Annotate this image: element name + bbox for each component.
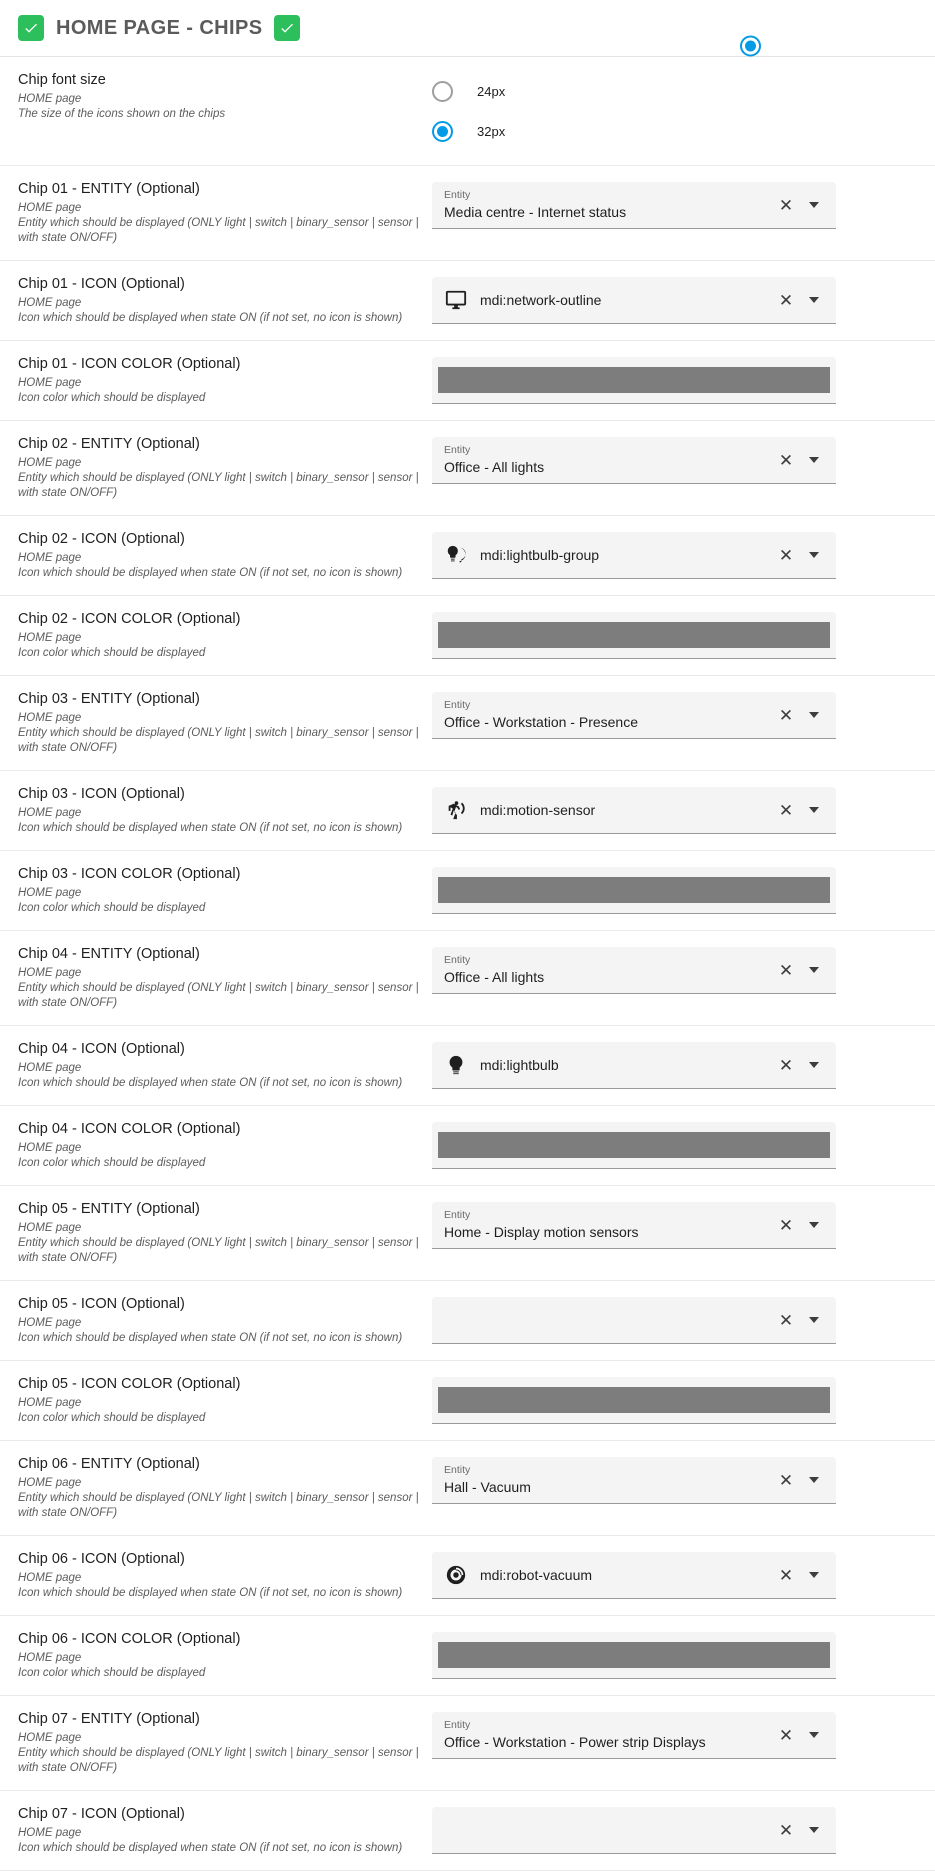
label-column — [18, 530, 432, 581]
chevron-down-icon[interactable] — [800, 541, 828, 569]
clear-icon[interactable]: ✕ — [778, 290, 794, 310]
setting-description: Icon which should be displayed when state ON (if not set, no icon is shown) — [18, 1077, 403, 1089]
setting-description: Icon color which should be displayed — [18, 392, 206, 404]
clear-icon[interactable]: ✕ — [778, 1055, 794, 1075]
label-column — [18, 865, 432, 916]
field-actions — [772, 956, 828, 984]
entity-field-label: Entity — [444, 1209, 471, 1221]
setting-description: Entity which should be displayed (ONLY light | switch | binary_sensor | sensor | with state ON/OFF) — [18, 1237, 419, 1264]
setting-scope: HOME page — [18, 1572, 82, 1584]
entity-combobox[interactable] — [432, 947, 836, 994]
field-value: mdi:motion-sensor — [480, 802, 596, 818]
setting-description: Icon color which should be displayed — [18, 1412, 206, 1424]
color-picker-field[interactable] — [432, 867, 836, 914]
row-chip-04-icon-color-optional — [0, 1106, 935, 1186]
field-actions — [772, 1211, 828, 1239]
field-column — [432, 1630, 917, 1679]
field-column — [432, 1455, 917, 1504]
field-column — [432, 1710, 917, 1759]
label-column — [18, 1550, 432, 1601]
motion-sensor-icon — [444, 798, 468, 822]
color-swatch[interactable] — [438, 1387, 830, 1413]
color-picker-field[interactable] — [432, 357, 836, 404]
entity-combobox[interactable] — [432, 182, 836, 229]
row-chip-font-size — [0, 57, 935, 166]
radio-option-32px[interactable] — [432, 111, 917, 151]
field-column — [432, 1550, 917, 1599]
row-chip-06-icon-color-optional — [0, 1616, 935, 1696]
field-text — [480, 1056, 764, 1074]
setting-description: Entity which should be displayed (ONLY light | switch | binary_sensor | sensor | with state ON/OFF) — [18, 982, 419, 1009]
clear-icon[interactable]: ✕ — [778, 1565, 794, 1585]
setting-scope: HOME page — [18, 1222, 82, 1234]
entity-field-label: Entity — [444, 1719, 471, 1731]
setting-scope: HOME page — [18, 887, 82, 899]
setting-description: Entity which should be displayed (ONLY light | switch | binary_sensor | sensor | with state ON/OFF) — [18, 727, 419, 754]
chevron-down-icon[interactable] — [800, 1051, 828, 1079]
entity-combobox[interactable] — [432, 437, 836, 484]
field-text — [444, 1209, 764, 1241]
label-column — [18, 1040, 432, 1091]
field-actions — [772, 1306, 828, 1334]
setting-description: Icon color which should be displayed — [18, 902, 206, 914]
chevron-down-icon[interactable] — [800, 1306, 828, 1334]
field-actions — [772, 1561, 828, 1589]
setting-title: Chip 03 - ICON COLOR (Optional) — [18, 866, 241, 882]
lightbulb-group-icon — [444, 543, 468, 567]
row-chip-01-icon-optional — [0, 261, 935, 341]
field-value: mdi:lightbulb — [480, 1057, 559, 1073]
setting-description: Icon which should be displayed when state ON (if not set, no icon is shown) — [18, 567, 403, 579]
row-chip-05-icon-color-optional — [0, 1361, 935, 1441]
entity-combobox[interactable] — [432, 1457, 836, 1504]
color-swatch[interactable] — [438, 1642, 830, 1668]
setting-description: Entity which should be displayed (ONLY light | switch | binary_sensor | sensor | with state ON/OFF) — [18, 1492, 419, 1519]
page-header — [0, 0, 935, 57]
chevron-down-icon[interactable] — [800, 1561, 828, 1589]
field-actions — [772, 286, 828, 314]
setting-title: Chip 07 - ENTITY (Optional) — [18, 1711, 200, 1727]
setting-scope: HOME page — [18, 1477, 82, 1489]
row-chip-03-icon-optional — [0, 771, 935, 851]
field-column — [432, 690, 917, 739]
label-column — [18, 180, 432, 246]
field-value: mdi:network-outline — [480, 292, 602, 308]
entity-combobox[interactable] — [432, 692, 836, 739]
row-chip-06-entity-optional — [0, 1441, 935, 1536]
row-chip-07-icon-optional — [0, 1791, 935, 1871]
setting-scope: HOME page — [18, 1317, 82, 1329]
field-column — [432, 435, 917, 484]
setting-title: Chip 04 - ICON (Optional) — [18, 1041, 185, 1057]
field-value: mdi:lightbulb-group — [480, 547, 600, 563]
clear-icon[interactable]: ✕ — [778, 450, 794, 470]
label-column — [18, 1295, 432, 1346]
monitor-icon — [444, 288, 468, 312]
field-column — [432, 180, 917, 229]
setting-title: Chip 03 - ICON (Optional) — [18, 786, 185, 802]
chevron-down-icon[interactable] — [800, 191, 828, 219]
field-actions — [772, 191, 828, 219]
field-text — [444, 1719, 764, 1751]
field-actions — [772, 1721, 828, 1749]
chevron-down-icon[interactable] — [800, 446, 828, 474]
no-icon — [444, 1818, 468, 1842]
setting-scope: HOME page — [18, 967, 82, 979]
chevron-down-icon[interactable] — [800, 701, 828, 729]
radio-option-24px[interactable] — [432, 71, 917, 111]
setting-scope: HOME page — [18, 1732, 82, 1744]
field-value: Home - Display motion sensors — [444, 1224, 639, 1240]
radio-32px-label: 32px — [477, 123, 506, 139]
field-column — [432, 1295, 917, 1344]
icon-combobox[interactable] — [432, 1807, 836, 1854]
icon-combobox[interactable] — [432, 1297, 836, 1344]
field-text — [480, 1566, 764, 1584]
field-text — [480, 546, 764, 564]
setting-title: Chip 06 - ENTITY (Optional) — [18, 1456, 200, 1472]
settings-rows — [0, 166, 935, 1871]
field-actions — [772, 1816, 828, 1844]
setting-scope: HOME page — [18, 1397, 82, 1409]
clear-icon[interactable]: ✕ — [778, 195, 794, 215]
field-column — [432, 1200, 917, 1249]
label-column — [18, 355, 432, 406]
setting-scope: HOME page — [18, 1142, 82, 1154]
setting-scope: HOME page — [18, 1062, 82, 1074]
entity-field-label: Entity — [444, 444, 471, 456]
setting-title: Chip 04 - ENTITY (Optional) — [18, 946, 200, 962]
chevron-down-icon[interactable] — [800, 1816, 828, 1844]
field-actions — [772, 446, 828, 474]
lightbulb-icon — [444, 1053, 468, 1077]
setting-title: Chip 06 - ICON (Optional) — [18, 1551, 185, 1567]
setting-scope: HOME page — [18, 807, 82, 819]
row-chip-04-entity-optional — [0, 931, 935, 1026]
radio-24px[interactable] — [432, 81, 453, 102]
field-column — [432, 610, 917, 659]
setting-title: Chip 05 - ICON COLOR (Optional) — [18, 1376, 241, 1392]
clear-icon[interactable]: ✕ — [778, 960, 794, 980]
setting-scope: HOME page — [18, 712, 82, 724]
entity-field-label: Entity — [444, 1464, 471, 1476]
field-value: Office - Workstation - Power strip Displays — [444, 1734, 706, 1750]
setting-scope: HOME page — [18, 1652, 82, 1664]
field-text — [444, 189, 764, 221]
setting-scope: HOME page — [18, 632, 82, 644]
color-swatch[interactable] — [438, 1132, 830, 1158]
label-column — [18, 610, 432, 661]
entity-combobox[interactable] — [432, 1712, 836, 1759]
field-column — [432, 275, 917, 324]
field-column — [432, 71, 917, 151]
clear-icon[interactable]: ✕ — [778, 545, 794, 565]
field-column — [432, 1805, 917, 1854]
chevron-down-icon[interactable] — [800, 1721, 828, 1749]
setting-title: Chip 01 - ICON COLOR (Optional) — [18, 356, 241, 372]
radio-32px[interactable] — [432, 121, 453, 142]
field-value: mdi:robot-vacuum — [480, 1567, 593, 1583]
row-chip-05-entity-optional — [0, 1186, 935, 1281]
icon-combobox[interactable] — [432, 532, 836, 579]
chevron-down-icon[interactable] — [800, 286, 828, 314]
label-column — [18, 1455, 432, 1521]
setting-scope: HOME page — [18, 93, 82, 105]
color-swatch[interactable] — [438, 367, 830, 393]
setting-scope: HOME page — [18, 202, 82, 214]
clear-icon[interactable]: ✕ — [778, 1725, 794, 1745]
entity-combobox[interactable] — [432, 1202, 836, 1249]
header-radio-button[interactable] — [740, 35, 761, 56]
setting-description: Entity which should be displayed (ONLY light | switch | binary_sensor | sensor | with state ON/OFF) — [18, 1747, 419, 1774]
setting-description: Icon which should be displayed when state ON (if not set, no icon is shown) — [18, 822, 403, 834]
setting-description: The size of the icons shown on the chips — [18, 108, 226, 120]
label-column — [18, 1375, 432, 1426]
setting-title: Chip 02 - ENTITY (Optional) — [18, 436, 200, 452]
setting-scope: HOME page — [18, 297, 82, 309]
field-actions — [772, 796, 828, 824]
row-chip-03-icon-color-optional — [0, 851, 935, 931]
row-chip-02-icon-optional — [0, 516, 935, 596]
row-chip-07-entity-optional — [0, 1696, 935, 1791]
entity-field-label: Entity — [444, 954, 471, 966]
label-column — [18, 1630, 432, 1681]
field-column — [432, 785, 917, 834]
setting-title: Chip 02 - ICON (Optional) — [18, 531, 185, 547]
setting-description: Icon color which should be displayed — [18, 1667, 206, 1679]
field-text — [480, 801, 764, 819]
row-chip-03-entity-optional — [0, 676, 935, 771]
row-chip-04-icon-optional — [0, 1026, 935, 1106]
setting-title: Chip 06 - ICON COLOR (Optional) — [18, 1631, 241, 1647]
color-picker-field[interactable] — [432, 1122, 836, 1169]
label-column — [18, 71, 432, 122]
field-text — [444, 1464, 764, 1496]
field-column — [432, 1375, 917, 1424]
label-column — [18, 1710, 432, 1776]
label-column — [18, 1120, 432, 1171]
no-icon — [444, 1308, 468, 1332]
field-value: Office - Workstation - Presence — [444, 714, 638, 730]
setting-scope: HOME page — [18, 552, 82, 564]
setting-scope: HOME page — [18, 377, 82, 389]
setting-title: Chip 03 - ENTITY (Optional) — [18, 691, 200, 707]
chevron-down-icon[interactable] — [800, 796, 828, 824]
label-column — [18, 785, 432, 836]
field-text — [444, 444, 764, 476]
clear-icon[interactable]: ✕ — [778, 800, 794, 820]
icon-combobox[interactable] — [432, 277, 836, 324]
field-column — [432, 1040, 917, 1089]
row-chip-01-icon-color-optional — [0, 341, 935, 421]
setting-description: Icon color which should be displayed — [18, 647, 206, 659]
header-checkbox-right[interactable] — [274, 15, 300, 41]
field-value: Office - All lights — [444, 969, 545, 985]
row-chip-05-icon-optional — [0, 1281, 935, 1361]
field-actions — [772, 701, 828, 729]
field-column — [432, 530, 917, 579]
field-text — [444, 954, 764, 986]
page-title: HOME PAGE - CHIPS — [56, 16, 263, 39]
setting-title: Chip 04 - ICON COLOR (Optional) — [18, 1121, 241, 1137]
field-value: Hall - Vacuum — [444, 1479, 531, 1495]
row-chip-02-icon-color-optional — [0, 596, 935, 676]
color-picker-field[interactable] — [432, 1377, 836, 1424]
clear-icon[interactable]: ✕ — [778, 1215, 794, 1235]
setting-description: Icon which should be displayed when state ON (if not set, no icon is shown) — [18, 312, 403, 324]
field-column — [432, 355, 917, 404]
setting-description: Icon which should be displayed when state ON (if not set, no icon is shown) — [18, 1587, 403, 1599]
clear-icon[interactable]: ✕ — [778, 1820, 794, 1840]
field-column — [432, 1120, 917, 1169]
label-column — [18, 1200, 432, 1266]
setting-title: Chip 02 - ICON COLOR (Optional) — [18, 611, 241, 627]
clear-icon[interactable]: ✕ — [778, 705, 794, 725]
setting-description: Entity which should be displayed (ONLY light | switch | binary_sensor | sensor | with state ON/OFF) — [18, 472, 419, 499]
radio-24px-label: 24px — [477, 83, 506, 99]
entity-field-label: Entity — [444, 699, 471, 711]
label-column — [18, 1805, 432, 1856]
color-picker-field[interactable] — [432, 1632, 836, 1679]
icon-combobox[interactable] — [432, 1042, 836, 1089]
color-picker-field[interactable] — [432, 612, 836, 659]
icon-combobox[interactable] — [432, 1552, 836, 1599]
entity-field-label: Entity — [444, 189, 471, 201]
color-swatch[interactable] — [438, 622, 830, 648]
setting-title: Chip 05 - ENTITY (Optional) — [18, 1201, 200, 1217]
chevron-down-icon[interactable] — [800, 1211, 828, 1239]
label-column — [18, 690, 432, 756]
field-actions — [772, 1051, 828, 1079]
setting-description: Icon color which should be displayed — [18, 1157, 206, 1169]
setting-scope: HOME page — [18, 1827, 82, 1839]
label-column — [18, 275, 432, 326]
setting-description: Icon which should be displayed when state ON (if not set, no icon is shown) — [18, 1332, 403, 1344]
row-chip-06-icon-optional — [0, 1536, 935, 1616]
setting-scope: HOME page — [18, 457, 82, 469]
field-text — [480, 291, 764, 309]
setting-title: Chip font size — [18, 72, 106, 88]
row-chip-01-entity-optional — [0, 166, 935, 261]
clear-icon[interactable]: ✕ — [778, 1310, 794, 1330]
robot-vacuum-icon — [444, 1563, 468, 1587]
field-column — [432, 945, 917, 994]
setting-title: Chip 07 - ICON (Optional) — [18, 1806, 185, 1822]
chevron-down-icon[interactable] — [800, 1466, 828, 1494]
label-column — [18, 435, 432, 501]
setting-title: Chip 01 - ICON (Optional) — [18, 276, 185, 292]
row-chip-02-entity-optional — [0, 421, 935, 516]
setting-title: Chip 01 - ENTITY (Optional) — [18, 181, 200, 197]
field-column — [432, 865, 917, 914]
label-column — [18, 945, 432, 1011]
color-swatch[interactable] — [438, 877, 830, 903]
field-value: Office - All lights — [444, 459, 545, 475]
field-value: Media centre - Internet status — [444, 204, 627, 220]
setting-title: Chip 05 - ICON (Optional) — [18, 1296, 185, 1312]
setting-description: Icon which should be displayed when state ON (if not set, no icon is shown) — [18, 1842, 403, 1854]
field-actions — [772, 1466, 828, 1494]
clear-icon[interactable]: ✕ — [778, 1470, 794, 1490]
setting-description: Entity which should be displayed (ONLY light | switch | binary_sensor | sensor | with state ON/OFF) — [18, 217, 419, 244]
icon-combobox[interactable] — [432, 787, 836, 834]
chevron-down-icon[interactable] — [800, 956, 828, 984]
field-text — [444, 699, 764, 731]
header-checkbox-left[interactable] — [18, 15, 44, 41]
field-actions — [772, 541, 828, 569]
